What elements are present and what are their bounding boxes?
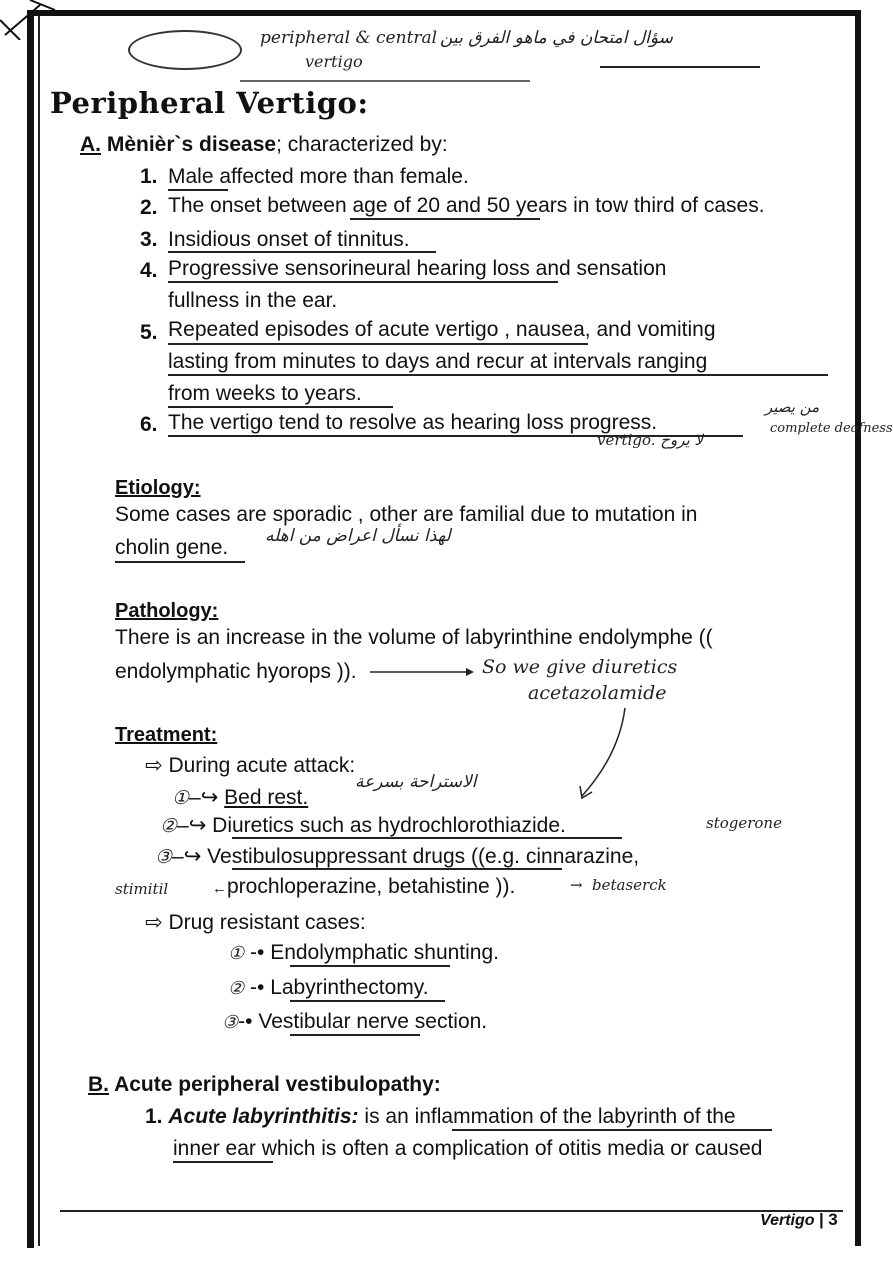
pathology-heading: Pathology: (115, 600, 219, 622)
underline (290, 965, 450, 967)
page-frame-left-inner (38, 16, 40, 1246)
treatment-heading: Treatment: (115, 724, 218, 746)
underline (168, 343, 588, 345)
underline (173, 1161, 273, 1163)
handwritten-note-rest: الاستراحة بسرعة (355, 772, 477, 792)
underline (290, 1034, 420, 1036)
arrow-icon (370, 662, 480, 680)
footer-label: Vertigo (760, 1212, 815, 1229)
list-item-4-text-2: fullness in the ear. (168, 289, 338, 312)
pathology-line-2: endolymphatic hyorops )). (115, 660, 357, 683)
list-item-6-text: The vertigo tend to resolve as hearing loss progress. (168, 411, 658, 434)
list-item-5-text-2: lasting from minutes to days and recur at intervals ranging (168, 350, 708, 373)
handwritten-top-note-2: vertigo (305, 52, 363, 71)
section-b-heading: B. Acute peripheral vestibulopathy: (88, 1073, 441, 1096)
handwritten-underline-2 (240, 80, 530, 82)
handwritten-oval (128, 30, 242, 70)
section-a-heading: A. Mènièr`s disease; characterized by: (80, 133, 448, 156)
list-item-3: 3. (140, 228, 158, 251)
handwritten-note-ar: من يصير (765, 398, 820, 416)
acute-item-3: ③–↪ Vestibulosuppressant drugs ((e.g. cinnarazine, (155, 845, 640, 868)
page-frame-left (27, 10, 34, 1248)
resistant-item-1: ① -• Endolymphatic shunting. (228, 941, 499, 964)
corner-scribble (0, 0, 60, 40)
handwritten-underline (600, 66, 760, 68)
underline (115, 561, 245, 563)
list-item-1: 1. (140, 165, 158, 188)
acute-item-2: ②–↪ Diuretics such as hydrochlorothiazide. (160, 814, 566, 837)
handwritten-arrow: → (570, 876, 583, 894)
bullet-icon: -• (238, 1010, 253, 1033)
right-arrow-icon: ⇨ (145, 754, 163, 777)
arrow-icon (570, 706, 630, 802)
page-frame-top (32, 10, 857, 16)
bullet-icon: -• (249, 941, 265, 964)
bullet-icon: -• (249, 976, 265, 999)
handwritten-note-familial: لهذا نسأل اعراض من اهله (265, 526, 451, 546)
page-title: Peripheral Vertigo: (50, 86, 369, 120)
list-item-6: 6. (140, 413, 158, 436)
right-arrow-icon: ⇨ (145, 911, 163, 934)
list-item-1-text: Male affected more than female. (168, 165, 469, 188)
handwritten-top-note: peripheral & central (260, 28, 438, 48)
list-item-2: 2. (140, 196, 158, 219)
underline (452, 1129, 772, 1131)
list-item-4: 4. (140, 259, 158, 282)
acute-item-3-cont: ←prochloperazine, betahistine )). (212, 875, 516, 898)
page-footer (760, 1210, 838, 1230)
list-item-5: 5. (140, 321, 158, 344)
handwritten-note-stogerone: stogerone (706, 814, 782, 832)
etiology-line-2: cholin gene. (115, 536, 229, 559)
underline (232, 868, 562, 870)
resistant-item-2: ② -• Labyrinthectomy. (228, 976, 429, 999)
acute-item-1: ①–↪ Bed rest. (172, 786, 309, 809)
handwritten-note-diuretics: So we give diuretics (482, 656, 678, 678)
underline (168, 251, 436, 253)
footer-separator: | (818, 1210, 824, 1229)
acute-attack-heading: ⇨ During acute attack: (145, 754, 356, 777)
pathology-line-1: There is an increase in the volume of labyrinthine endolymphe (( (115, 626, 713, 649)
handwritten-note-betaserc: betaserck (592, 876, 667, 894)
page-number: 3 (828, 1210, 838, 1229)
handwritten-top-arabic: سؤال امتحان في ماهو الفرق بين (440, 28, 673, 48)
handwritten-note-vertigo: vertigo. لا يروح (597, 431, 703, 449)
underline (290, 1000, 445, 1002)
page-frame-right (855, 10, 861, 1246)
handwritten-note-acetazolamide: acetazolamide (528, 682, 667, 704)
section-b-item-1: 1. Acute labyrinthitis: is an inflammation of the labyrinth of the (145, 1105, 736, 1128)
underline (350, 218, 540, 220)
section-b-item-1-cont: inner ear which is often a complication of otitis media or caused (173, 1137, 763, 1160)
list-item-3-text: Insidious onset of tinnitus. (168, 228, 410, 251)
resistant-heading: ⇨ Drug resistant cases: (145, 911, 366, 934)
resistant-item-3: ③-• Vestibular nerve section. (222, 1010, 488, 1033)
handwritten-note-deafness: complete deafness (770, 421, 893, 436)
hook-arrow-icon: –↪ (172, 845, 202, 868)
underline (168, 374, 828, 376)
underline (168, 281, 558, 283)
list-item-5-text-3: from weeks to years. (168, 382, 362, 405)
list-item-5-text-1: Repeated episodes of acute vertigo , nausea, and vomiting (168, 318, 716, 341)
list-item-4-text-1: Progressive sensorineural hearing loss and sensation (168, 257, 667, 280)
hook-arrow-icon: –↪ (189, 786, 219, 809)
etiology-heading: Etiology: (115, 477, 201, 499)
hook-arrow-icon: –↪ (177, 814, 207, 837)
footer-rule (60, 1210, 843, 1212)
handwritten-note-stimitil: stimitil (115, 880, 169, 898)
underline (168, 406, 393, 408)
underline (168, 189, 228, 191)
underline (232, 837, 622, 839)
etiology-line-1: Some cases are sporadic , other are familial due to mutation in (115, 503, 698, 526)
list-item-2-text: The onset between age of 20 and 50 years in tow third of cases. (168, 194, 765, 217)
